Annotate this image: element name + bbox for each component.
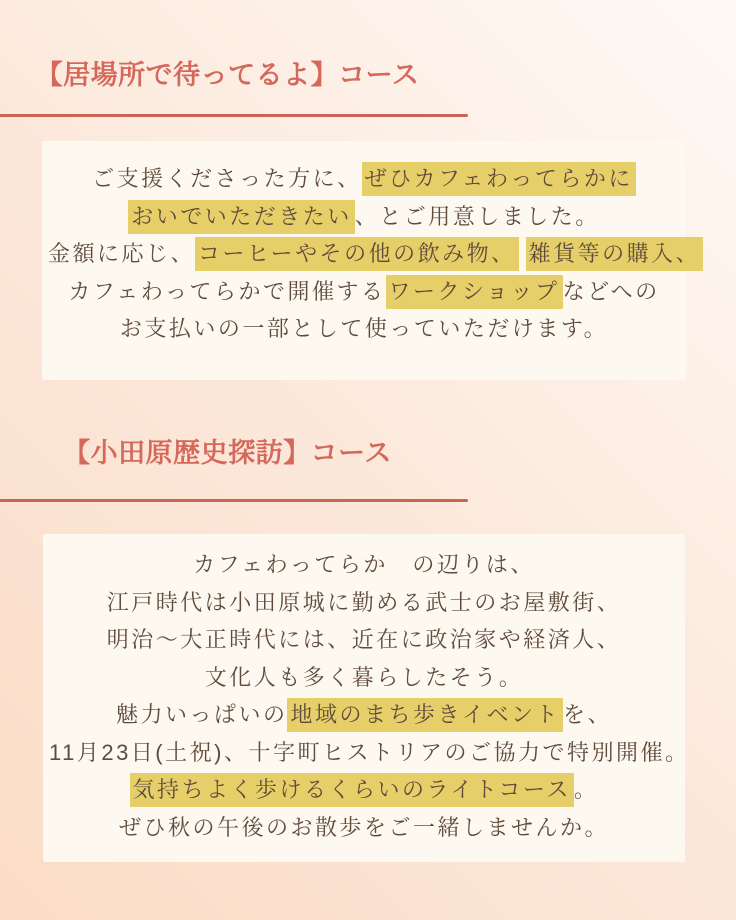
course-description-card-ibasho	[42, 141, 701, 380]
text-line	[48, 198, 680, 236]
text-segment: 、とご用意しました。	[354, 203, 600, 229]
highlighted-text: コーヒーやその他の飲み物、	[195, 237, 519, 271]
heading-divider	[0, 114, 468, 117]
text-line	[49, 734, 690, 772]
text-segment: カフェわってらかで開催する	[68, 278, 386, 304]
highlighted-text: おいでいただきたい	[128, 200, 355, 234]
text-segment: 。	[573, 777, 599, 802]
text-line	[48, 273, 680, 311]
highlighted-text: ぜひカフェわってらかに	[362, 162, 636, 196]
text-segment: 11月23日(土祝)、十字町ヒストリアのご協力で特別開催。	[49, 739, 690, 765]
text-segment: などへの	[562, 278, 660, 304]
text-line	[49, 659, 679, 697]
text-line	[48, 310, 680, 348]
text-line	[49, 584, 679, 622]
text-segment: を、	[563, 702, 613, 727]
text-segment: 江戸時代は小田原城に勤める武士のお屋敷街、	[106, 589, 622, 615]
text-segment: 金額に応じ、	[48, 241, 196, 266]
highlighted-text: 気持ちよく歩けるくらいのライトコース	[130, 773, 574, 807]
text-segment: ご支援くださった方に、	[92, 166, 362, 191]
text-line	[48, 235, 701, 273]
text-line	[49, 546, 679, 584]
text-line	[49, 809, 679, 847]
course-description-card-odawara-history	[43, 534, 690, 862]
text-line	[48, 160, 680, 198]
text-segment: カフェわってらか の辺りは、	[193, 552, 535, 577]
highlighted-text: 地域のまち歩きイベント	[287, 698, 563, 732]
text-line	[49, 771, 679, 809]
course-heading-odawara-history: 【小田原歴史探訪】コース	[63, 438, 392, 468]
text-segment: 明治〜大正時代には、近在に政治家や経済人、	[106, 627, 622, 652]
course-heading-ibasho: 【居場所で待ってるよ】コース	[35, 60, 420, 90]
text-segment: ぜひ秋の午後のお散歩をご一緒しませんか。	[118, 814, 609, 840]
highlighted-text: ワークショップ	[386, 275, 563, 309]
heading-divider	[0, 499, 468, 502]
text-line	[49, 621, 679, 659]
highlighted-text: 雑貨等の購入、	[526, 237, 704, 271]
text-segment: 文化人も多く暮らしたそう。	[204, 664, 524, 690]
text-segment: 魅力いっぱいの	[115, 702, 288, 727]
text-segment: お支払いの一部として使っていただけます。	[119, 316, 609, 341]
text-line	[49, 696, 679, 734]
